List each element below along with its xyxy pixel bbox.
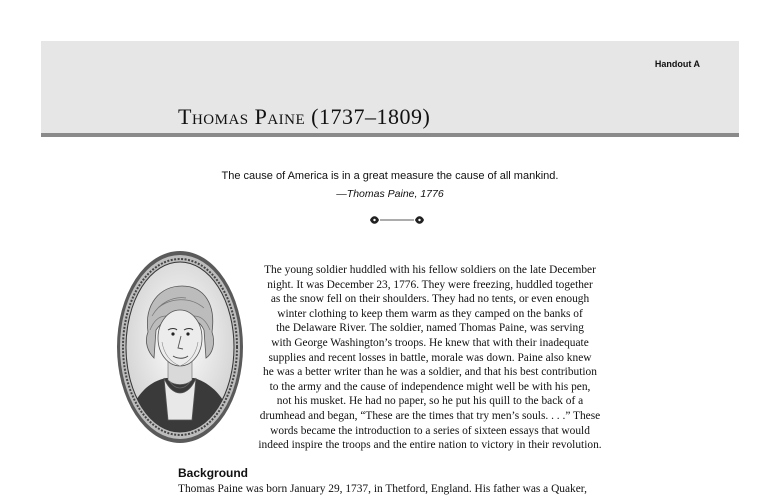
intro-line: supplies and recent losses in battle, morale was down. Paine also knew [268, 351, 592, 364]
intro-line: words became the introduction to a series of sixteen essays that would [270, 424, 590, 437]
intro-line: the Delaware River. The soldier, named Thomas Paine, was serving [276, 322, 584, 335]
intro-paragraph [232, 263, 628, 453]
section-heading-background: Background [178, 466, 249, 480]
intro-line: night. It was December 23, 1776. They were freezing, huddled together [267, 278, 593, 291]
epigraph-quote: The cause of America is in a great measure the cause of all mankind. [221, 170, 559, 182]
header-rule [41, 133, 739, 137]
page-title: Thomas Paine (1737–1809) [178, 104, 431, 129]
background-text: Thomas Paine was born January 29, 1737, in Thetford, England. His father was a Quaker, [178, 483, 587, 495]
intro-line: The young soldier huddled with his fellow soldiers on the late December [264, 264, 596, 276]
fleuron-divider-icon [368, 213, 426, 227]
handout-label: Handout A [654, 59, 700, 69]
intro-line: he was a better writer than he was a soldier, and that his best contribution [263, 366, 597, 379]
intro-line: indeed inspire the troops and the entire nation to victory in their revolution. [258, 439, 602, 452]
epigraph-attribution: —Thomas Paine, 1776 [336, 188, 444, 200]
portrait-image [116, 250, 244, 444]
intro-line: winter clothing to keep them warm as they camped on the banks of [277, 307, 583, 320]
intro-line: as the snow fell on their shoulders. They had no tents, or even enough [270, 293, 590, 306]
intro-line: to the army and the cause of independence might well be with his pen, [269, 380, 591, 393]
intro-line: with George Washington’s troops. He knew that with their inadequate [271, 336, 589, 349]
intro-line: not his musket. He had no paper, so he put his quill to the back of a [276, 395, 584, 408]
intro-line: drumhead and began, “These are the times that try men’s souls. . . .” These [259, 409, 601, 422]
